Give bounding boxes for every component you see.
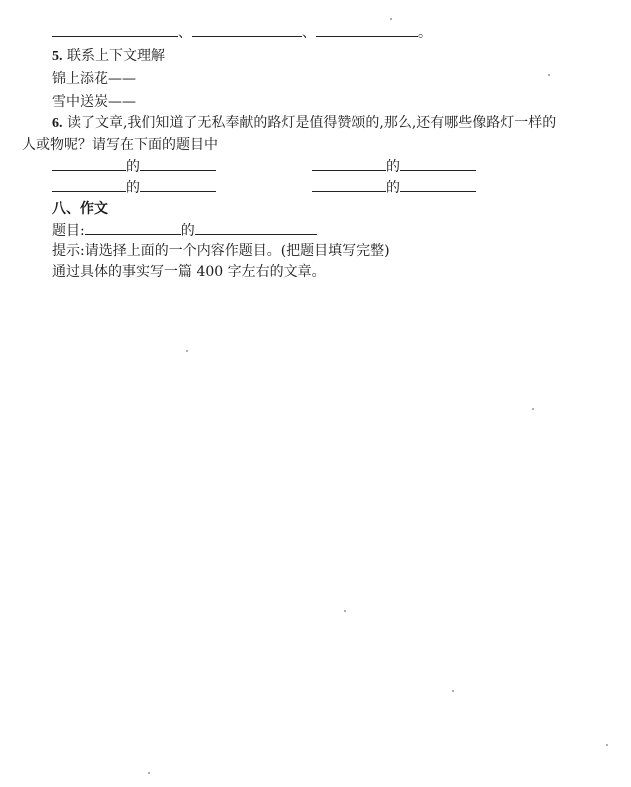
section-8-heading: 八、作文: [52, 201, 108, 217]
essay-title-row: [52, 220, 317, 241]
scan-speck: [390, 18, 392, 20]
de-label: 的: [386, 159, 400, 175]
answer-blank[interactable]: [52, 156, 126, 171]
question-number: 5.: [52, 49, 63, 64]
answer-blank[interactable]: [400, 156, 476, 171]
answer-blank[interactable]: [192, 22, 302, 37]
question-text: 人或物呢？请写在下面的题目中: [22, 137, 218, 153]
idiom-label: 雪中送炭——: [52, 94, 136, 110]
answer-blank[interactable]: [52, 177, 126, 192]
question-text: 联系上下文理解: [66, 48, 165, 64]
period: 。: [418, 25, 432, 41]
scan-speck: [606, 744, 608, 746]
de-label: 的: [180, 223, 195, 239]
de-label: 的: [126, 180, 140, 196]
separator: 、: [302, 25, 316, 41]
idiom-item: [52, 92, 136, 112]
idiom-label: 锦上添花——: [52, 71, 136, 87]
scan-speck: [186, 350, 188, 352]
fill-pair: [52, 177, 216, 198]
idiom-item: [52, 69, 136, 89]
scan-speck: [344, 610, 346, 612]
essay-hint: 提示:请选择上面的一个内容作题目。(把题目填写完整): [52, 243, 390, 259]
separator: 、: [178, 25, 192, 41]
answer-blank[interactable]: [140, 156, 216, 171]
de-label: 的: [386, 180, 400, 196]
scan-speck: [148, 772, 150, 774]
answer-blank[interactable]: [140, 177, 216, 192]
question-text: 读了文章,我们知道了无私奉献的路灯是值得赞颂的,那么,还有哪些像路灯一样的: [66, 115, 557, 131]
question-6-line-2: [22, 135, 218, 155]
title-label: 题目:: [52, 223, 85, 239]
question-6-line-1: [52, 113, 556, 134]
de-label: 的: [126, 159, 140, 175]
scan-speck: [548, 74, 550, 76]
fill-pair: [312, 177, 476, 198]
fill-pair: [312, 156, 476, 177]
fill-pair: [52, 156, 216, 177]
answer-blank[interactable]: [195, 220, 317, 235]
answer-blank[interactable]: [316, 22, 418, 37]
question-5-heading: [52, 46, 165, 67]
scan-speck: [532, 408, 534, 410]
essay-instruction: 通过具体的事实写一篇 400 字左右的文章。: [52, 264, 326, 280]
question-number: 6.: [52, 116, 63, 131]
answer-blank[interactable]: [312, 156, 386, 171]
answer-blank[interactable]: [312, 177, 386, 192]
answer-blank[interactable]: [52, 22, 178, 37]
scan-speck: [452, 690, 454, 692]
answer-row-blanks: [52, 22, 432, 43]
answer-blank[interactable]: [400, 177, 476, 192]
answer-blank[interactable]: [85, 220, 181, 235]
